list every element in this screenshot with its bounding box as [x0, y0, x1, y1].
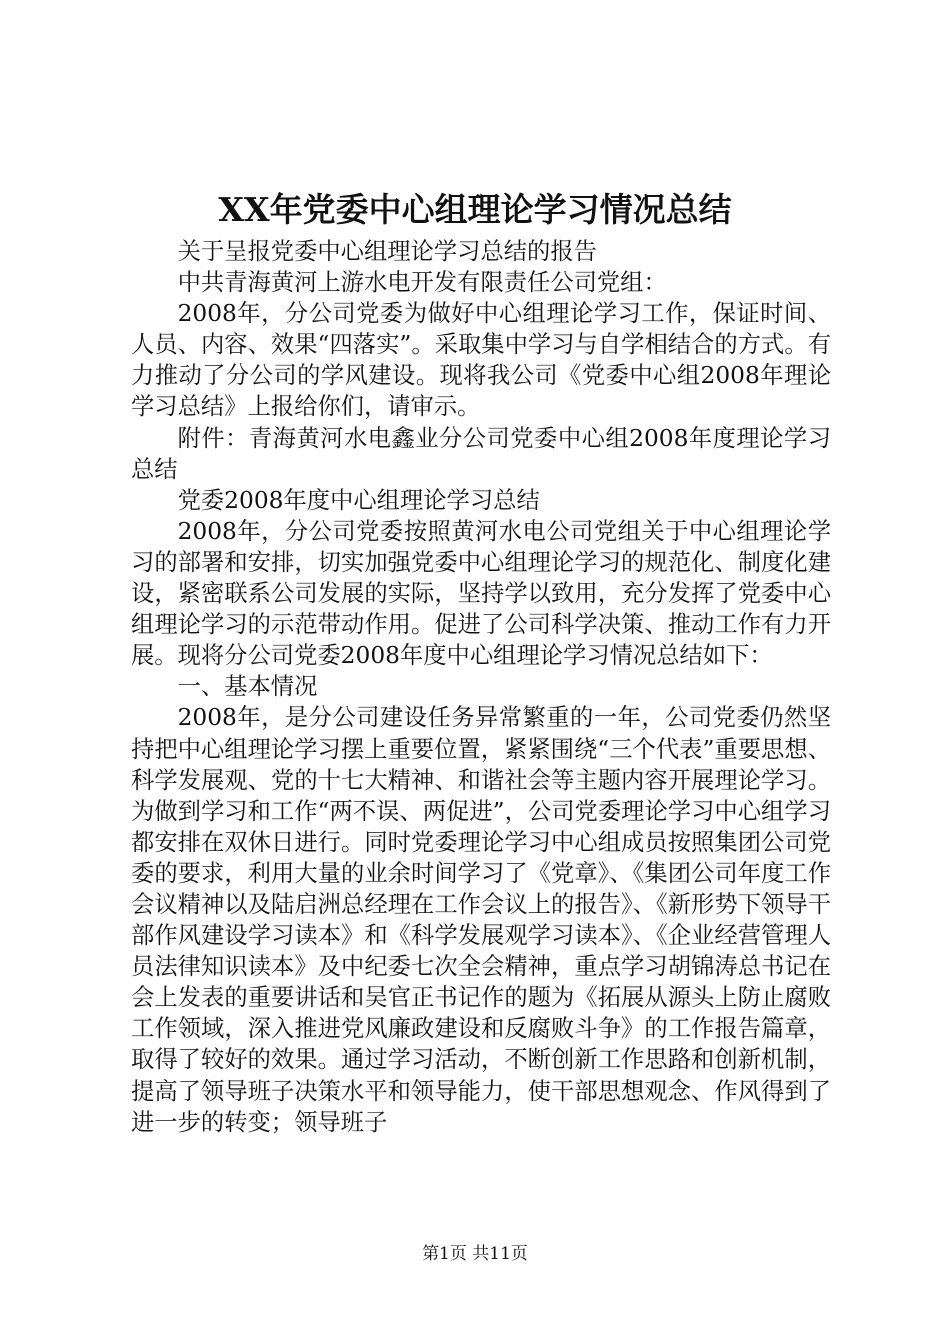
paragraph-addressee: 中共青海黄河上游水电开发有限责任公司党组： [177, 269, 667, 297]
paragraph-summary-intro: 2008年，分公司党委按照黄河水电公司党组关于中心组理论学习的部署和安排，切实加强党委中心组理论学习的规范化、制度化建设，紧密联系公司发展的实际，坚持学以致用，充分发挥了党委中心组理论学习的示范带动作用。促进了公司科学决策、推动工作有力开展。现将分公司党委2008年度中心组理论学习情况总结如下： [131, 517, 831, 670]
paragraph-summary-heading: 党委2008年度中心组理论学习总结 [177, 486, 540, 514]
document-body [131, 236, 831, 1138]
paragraph-intro: 2008年，分公司党委为做好中心组理论学习工作，保证时间、人员、内容、效果“四落实”。采取集中学习与自学相结合的方式。有力推动了分公司的学风建设。现将我公司《党委中心组2008年理论学习总结》上报给你们，请审示。 [131, 300, 831, 421]
paragraph-basic-situation: 2008年，是分公司建设任务异常繁重的一年，公司党委仍然坚持把中心组理论学习摆上重要位置，紧紧围绕“三个代表”重要思想、科学发展观、党的十七大精神、和谐社会等主题内容开展理论学习。为做到学习和工作“两不误、两促进”，公司党委理论学习中心组学习都安排在双休日进行。同时党委理论学习中心组成员按照集团公司党委的要求，利用大量的业余时间学习了《党章》、《集团公司年度工作会议精神以及陆启洲总经理在工作会议上的报告》、《新形势下领导干部作风建设学习读本》和《科学发展观学习读本》、《企业经营管理人员法律知识读本》及中纪委七次全会精神，重点学习胡锦涛总书记在会上发表的重要讲话和吴官正书记作的题为《拓展从源头上防止腐败工作领域，深入推进党风廉政建设和反腐败斗争》的工作报告篇章，取得了较好的效果。通过学习活动，不断创新工作思路和创新机制，提高了领导班子决策水平和领导能力，使干部思想观念、作风得到了进一步的转变；领导班子 [131, 704, 831, 1136]
document-title: XX年党委中心组理论学习情况总结 [218, 190, 732, 229]
page-number: 第1页 共11页 [422, 1244, 528, 1264]
paragraph-report-heading: 关于呈报党委中心组理论学习总结的报告 [177, 238, 597, 265]
section-heading-basic-situation: 一、基本情况 [177, 673, 318, 701]
paragraph-attachment: 附件：青海黄河水电鑫业分公司党委中心组2008年度理论学习总结 [131, 424, 831, 483]
